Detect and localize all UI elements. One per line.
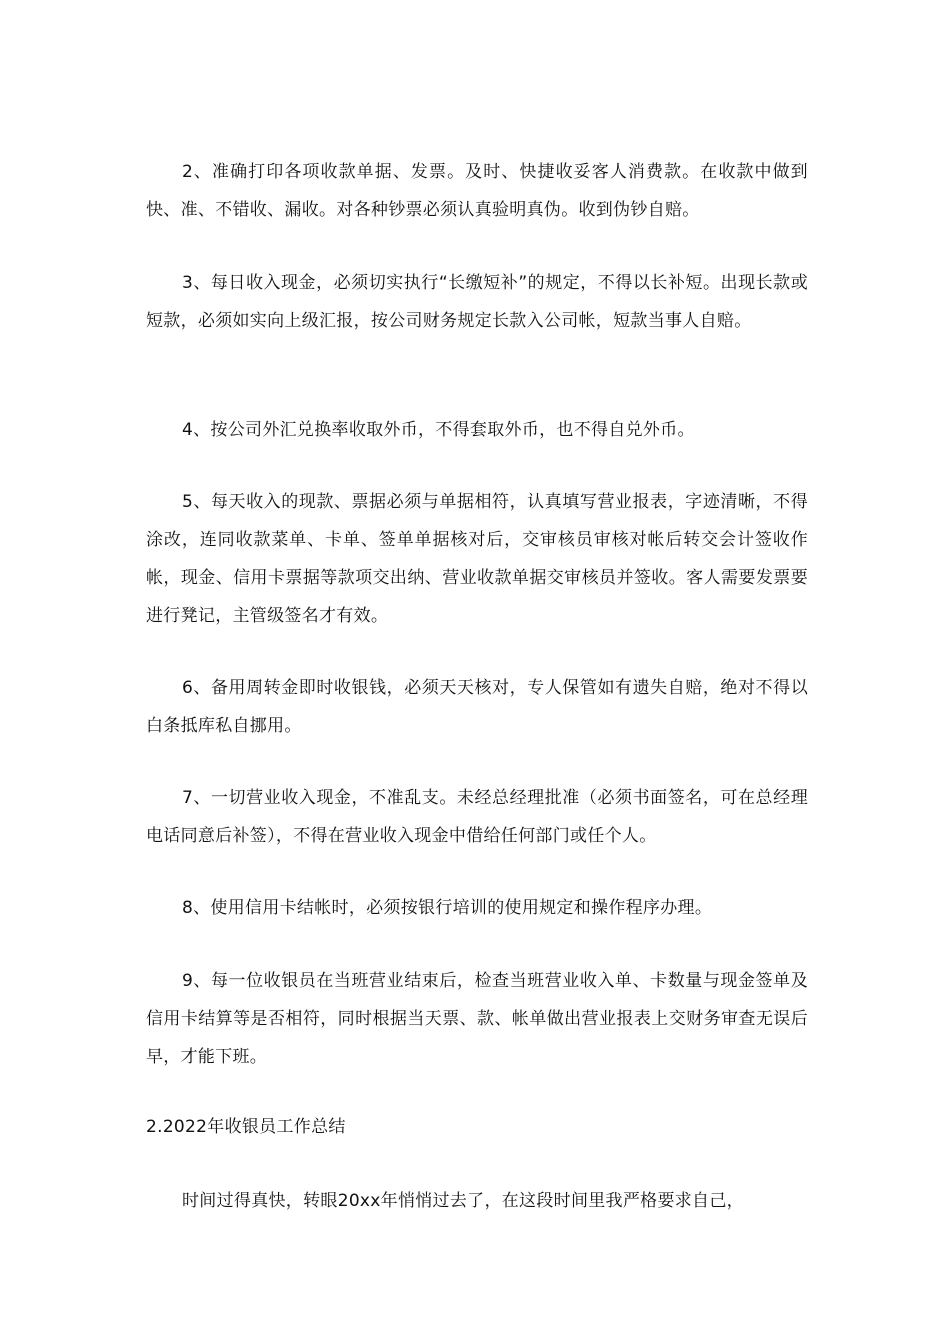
- rule-paragraph-9: 9、每一位收银员在当班营业结束后，检查当班营业收入单、卡数量与现金签单及信用卡结算等是否相符，同时根据当天票、款、帐单做出营业报表上交财务审查无误后早，才能下班。: [146, 971, 808, 1067]
- rule-paragraph-2: 2、准确打印各项收款单据、发票。及时、快捷收妥客人消费款。在收款中做到快、准、不错收、漏收。对各种钞票必须认真验明真伪。收到伪钞自赔。: [146, 162, 808, 220]
- rule-paragraph-6: 6、备用周转金即时收银钱，必须天天核对，专人保管如有遗失自赔，绝对不得以白条抵库私自挪用。: [146, 678, 808, 736]
- rule-paragraph-7: 7、一切营业收入现金，不准乱支。未经总经理批准（必须书面签名，可在总经理电话同意后补签），不得在营业收入现金中借给任何部门或任个人。: [146, 788, 808, 846]
- rule-paragraph-8: 8、使用信用卡结帐时，必须按银行培训的使用规定和操作程序办理。: [182, 898, 713, 918]
- rule-paragraph-3: 3、每日收入现金，必须切实执行“长缴短补”的规定，不得以长补短。出现长款或短款，必须如实向上级汇报，按公司财务规定长款入公司帐，短款当事人自赔。: [146, 273, 808, 331]
- rule-paragraph-4: 4、按公司外汇兑换率收取外币，不得套取外币，也不得自兑外币。: [182, 420, 695, 440]
- section-heading: 2.2022年收银员工作总结: [146, 1117, 346, 1137]
- rule-paragraph-5: 5、每天收入的现款、票据必须与单据相符，认真填写营业报表，字迹清晰，不得涂改，连同收款菜单、卡单、签单单据核对后，交审核员审核对帐后转交会计签收作帐，现金、信用卡票据等款项交出纳、营业收款单据交审核员并签收。客人需要发票要进行凳记，主管级签名才有效。: [146, 492, 808, 626]
- summary-opening-paragraph: 时间过得真快，转眼20xx年悄悄过去了，在这段时间里我严格要求自己，: [182, 1191, 744, 1211]
